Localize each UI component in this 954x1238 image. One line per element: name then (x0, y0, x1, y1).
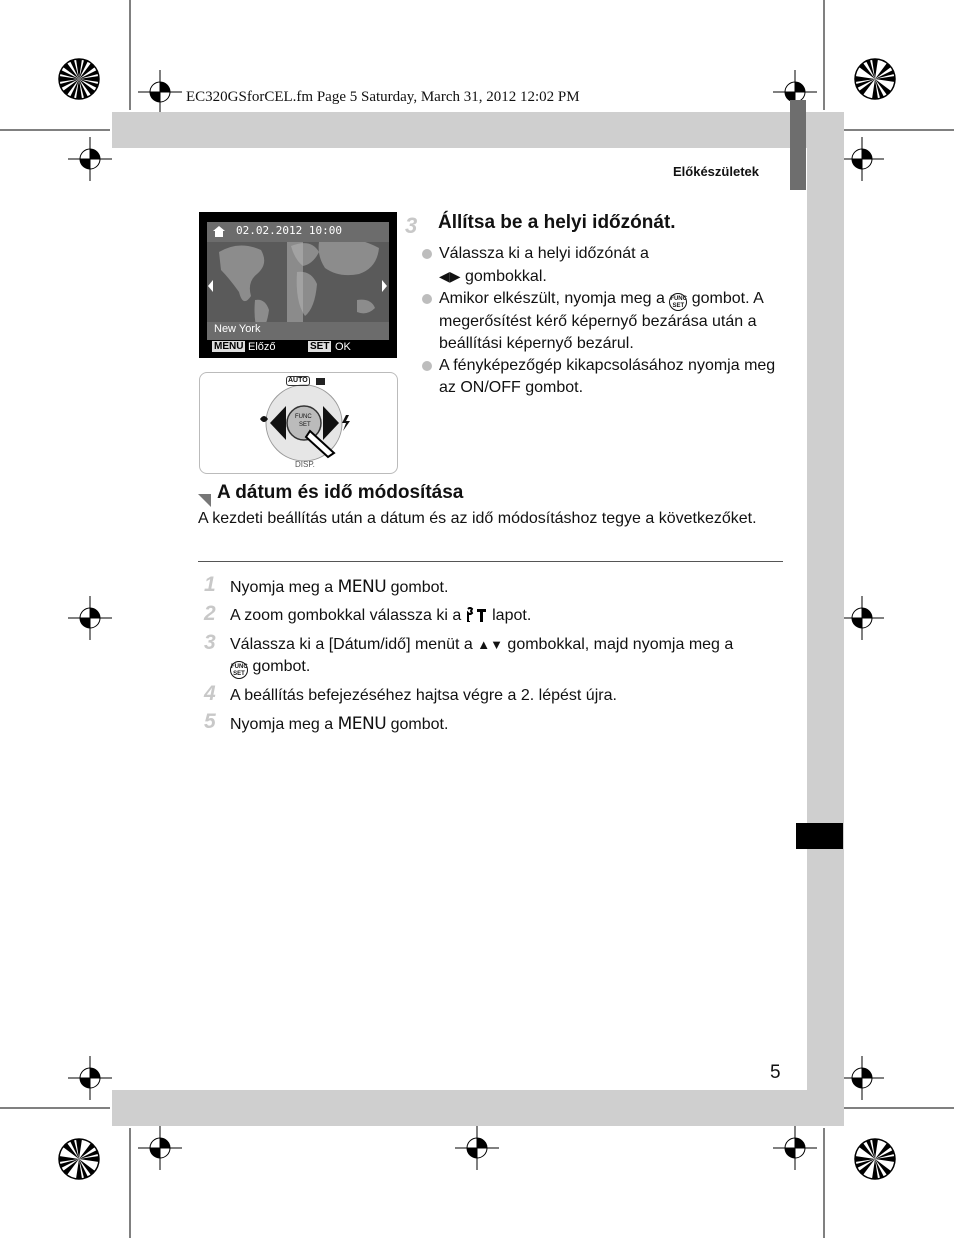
bottom-band (112, 1090, 844, 1126)
bullet-item (422, 288, 792, 355)
step-number: 3 (204, 631, 216, 654)
screen-set-key: SET (310, 341, 330, 352)
func-set-button-icon: FUNC SET (230, 661, 248, 679)
thumb-index-tab (796, 823, 843, 849)
divider (198, 561, 783, 562)
bullet-text: gombot. A megerősítést kérő képernyő bezárása után a beállítási képernyő bezárul. (439, 290, 763, 352)
crosshair-icon (840, 1056, 884, 1100)
crosshair-icon (840, 137, 884, 181)
step-number: 1 (204, 573, 216, 596)
step-number: 3 (405, 213, 418, 238)
crosshair-icon (68, 1056, 112, 1100)
tools-tab-icon (466, 607, 488, 622)
menu-button-icon: MENU (337, 714, 387, 734)
screen-datetime: 02.02.2012 10:00 (236, 224, 342, 237)
dpad-top-label: AUTO (288, 377, 308, 384)
step-number: 4 (204, 682, 216, 705)
screen-set-label: OK (335, 341, 351, 353)
step-number: 2 (204, 602, 216, 625)
chapter-tab (790, 100, 806, 190)
running-head: Előkészületek (673, 164, 759, 179)
step-text: Nyomja meg a MENU gombot. (230, 577, 449, 597)
menu-button-icon: MENU (337, 577, 387, 597)
crosshair-icon (138, 70, 182, 114)
bullet-text: gombokkal. (460, 268, 547, 285)
dpad-bottom-label: DISP. (295, 460, 315, 469)
star-target-icon (853, 1137, 897, 1181)
screen-menu-label: Előző (248, 341, 276, 353)
crosshair-icon (840, 596, 884, 640)
step-text: Válassza ki a [Dátum/idő] menüt a ▲▼ gombokkal, majd nyomja meg a FUNC SET gombot. (230, 636, 734, 677)
fm-header: EC320GSforCEL.fm Page 5 Saturday, March 31, 2012 12:02 PM (186, 89, 580, 105)
left-right-arrow-icon: ◀▶ (439, 268, 461, 284)
bullet-item (422, 243, 792, 288)
bullet-dot-icon (422, 361, 432, 371)
screen-city: New York (214, 323, 261, 335)
camera-screen (199, 212, 397, 358)
dpad-illustration (199, 372, 398, 474)
step-text: A beállítás befejezéséhez hajtsa végre a 2. lépést újra. (230, 687, 617, 704)
star-target-icon (853, 57, 897, 101)
dpad-center-label-2: SET (299, 422, 311, 428)
section-title: A dátum és idő módosítása (217, 482, 464, 503)
step-number: 5 (204, 710, 216, 733)
page-number: 5 (770, 1062, 781, 1083)
bullet-text: Amikor elkészült, nyomja meg a (439, 290, 670, 307)
crosshair-icon (455, 1126, 499, 1170)
bullet-dot-icon (422, 249, 432, 259)
bullet-text: A fényképezőgép kikapcsolásához nyomja meg az ON/OFF gombot. (439, 357, 776, 396)
crosshair-icon (68, 596, 112, 640)
star-target-icon (57, 57, 101, 101)
screen-menu-key: MENU (214, 341, 244, 352)
crosshair-icon (68, 137, 112, 181)
crosshair-icon (138, 1126, 182, 1170)
dpad-center-label-1: FUNC (295, 414, 312, 420)
star-target-icon (57, 1137, 101, 1181)
top-band (112, 112, 807, 148)
right-band (807, 112, 844, 1126)
func-set-button-icon: FUNC SET (669, 293, 687, 311)
step-title: Állítsa be a helyi időzónát. (438, 212, 676, 233)
step-text: Nyomja meg a MENU gombot. (230, 714, 449, 734)
section-corner-icon (198, 494, 211, 507)
step-text: A zoom gombokkal válassza ki a lapot. (230, 607, 532, 624)
bullet-item (422, 355, 792, 399)
section-intro: A kezdeti beállítás után a dátum és az idő módosításhoz tegye a következőket. (198, 510, 757, 527)
bullet-text: Válassza ki a helyi időzónát a (439, 245, 649, 262)
crosshair-icon (773, 1126, 817, 1170)
bullet-dot-icon (422, 294, 432, 304)
up-down-arrow-icon: ▲▼ (477, 637, 503, 652)
bullet-list (422, 243, 792, 399)
